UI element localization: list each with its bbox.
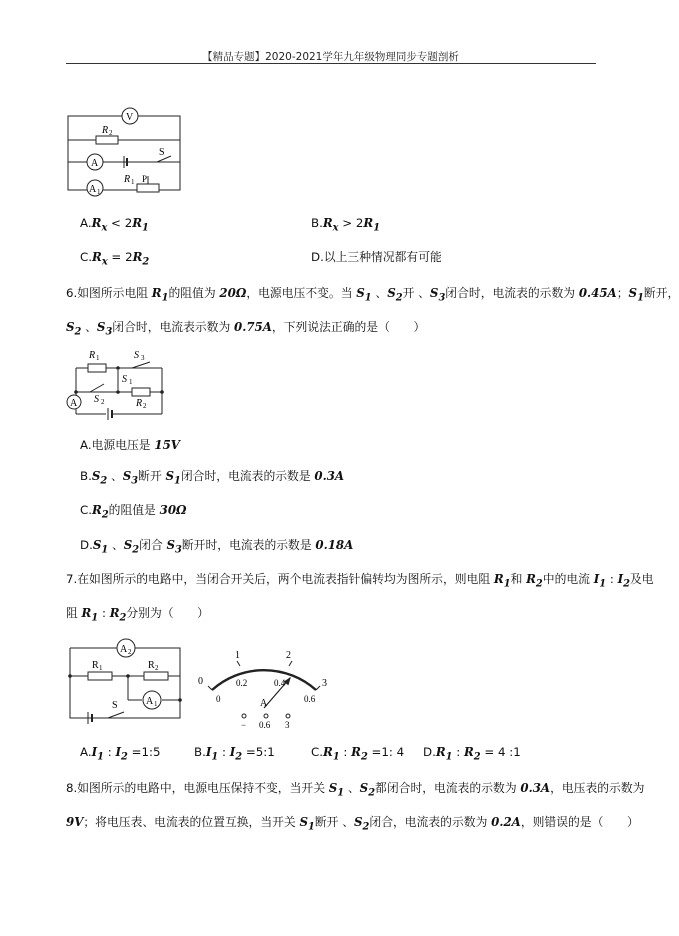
q6-option-a[interactable]: A.电源电压是 15V bbox=[80, 438, 180, 452]
terminal-neg: − bbox=[241, 720, 247, 730]
q7-question-line1: 7.在如图所示的电路中，当闭合开关后，两个电流表指针偏转均为图所示，则电阻 $R_1$和 $R_2$中的电流 $I_1$ : $I_2$及电 bbox=[66, 572, 654, 590]
q6-option-b[interactable]: $B.S_2$ 、$S_3$断开 $S_1$闭合时，电流表的示数是 0.3A bbox=[80, 469, 345, 487]
dial-big-0: 0 bbox=[198, 676, 203, 687]
svg-text:1: 1 bbox=[129, 378, 133, 386]
q7-question-line2: 阻 $R_1$ : $R_2$分别为（ ） bbox=[66, 606, 209, 624]
q6-question-line1: 6.如图所示电阻 $R_1$的阻值为 20Ω，电源电压不变。当 $S_1$ 、$S_2$开 、$S_3$闭合时，电流表的示数为 0.45A；$S_1$断开， bbox=[66, 286, 679, 304]
q5-circuit-diagram bbox=[62, 100, 192, 196]
q5-option-a[interactable]: $A.R_x < 2R_1$ bbox=[80, 216, 149, 234]
q6-r1-label: R bbox=[89, 350, 96, 361]
q8-question-line2: 9V；将电压表、电流表的位置互换，当开关 $S_1$断开 、$S_2$闭合，电流表的示数为 0.2A，则错误的是（ ） bbox=[66, 815, 639, 833]
q7-option-b[interactable]: $B.I_1$ : $I_2$ =5:1 bbox=[194, 745, 275, 763]
svg-text:2: 2 bbox=[109, 129, 113, 137]
q7-r1-label: R bbox=[92, 660, 99, 671]
q6-s3-label: S bbox=[134, 350, 139, 361]
q7-switch-label: S bbox=[112, 700, 118, 711]
svg-text:2: 2 bbox=[101, 398, 105, 406]
dial-big-3: 3 bbox=[322, 678, 327, 689]
q5-option-b[interactable]: $B.R_x > 2R_1$ bbox=[311, 216, 381, 234]
terminal-3: 3 bbox=[285, 720, 290, 730]
terminal-06: 0.6 bbox=[259, 720, 271, 730]
dial-small-2: 0.4 bbox=[274, 678, 286, 688]
dial-unit: A bbox=[260, 698, 268, 709]
q5-r1-label: R bbox=[124, 174, 131, 185]
page-header: 【精品专题】2020-2021学年九年级物理同步专题剖析 bbox=[202, 51, 459, 63]
dial-big-2: 2 bbox=[286, 650, 291, 661]
q5-a-label: A bbox=[91, 158, 99, 169]
q5-r2-label: R bbox=[102, 125, 109, 136]
svg-text:1: 1 bbox=[96, 354, 100, 362]
q6-option-d[interactable]: $D.S_1$ 、$S_2$闭合 $S_3$断开时，电流表的示数是 0.18A bbox=[80, 538, 354, 556]
q6-r2-label: R bbox=[136, 398, 143, 409]
q6-s1-label: S bbox=[122, 374, 127, 385]
q8-question-line1: 8.如图所示的电路中，电源电压保持不变，当开关 $S_1$ 、$S_2$都闭合时，电流表的示数为 0.3A，电压表的示数为 bbox=[66, 781, 645, 799]
q7-a2-label: A bbox=[120, 644, 128, 655]
q7-a1-label: A bbox=[146, 696, 154, 707]
dial-small-1: 0.2 bbox=[236, 678, 248, 688]
svg-text:1: 1 bbox=[154, 700, 158, 708]
q7-option-d[interactable]: $D.R_1$ : $R_2 = 4$ :1 bbox=[423, 745, 521, 763]
dial-big-1: 1 bbox=[235, 650, 240, 661]
svg-text:2: 2 bbox=[155, 664, 159, 672]
svg-text:1: 1 bbox=[131, 178, 135, 186]
header-rule bbox=[66, 63, 596, 64]
q6-question-line2: $S_2$ 、$S_3$闭合时，电流表示数为 0.75A，下列说法正确的是（ ） bbox=[66, 320, 426, 338]
q5-v-label: V bbox=[126, 112, 134, 123]
svg-text:1: 1 bbox=[97, 188, 101, 196]
svg-text:1: 1 bbox=[99, 664, 103, 672]
q6-s2-label: S bbox=[94, 394, 99, 405]
q7-r2-label: R bbox=[148, 660, 155, 671]
q5-switch-label: S bbox=[159, 147, 165, 158]
dial-small-3: 0.6 bbox=[304, 694, 316, 704]
q5-a1-label: A bbox=[89, 184, 97, 195]
q5-p-label: P bbox=[142, 174, 148, 184]
ammeter-dial-figure bbox=[194, 644, 334, 732]
q7-option-c[interactable]: $C.R_1$ : $R_2 =1$: 4 bbox=[311, 745, 405, 763]
q5-option-d[interactable]: D.以上三种情况都有可能 bbox=[311, 250, 442, 264]
q6-a-label: A bbox=[70, 398, 78, 409]
svg-text:3: 3 bbox=[141, 354, 145, 362]
q5-option-c[interactable]: $C.R_x = 2R_2$ bbox=[80, 250, 150, 268]
q6-option-c[interactable]: $C.R_2$的阻值是 30Ω bbox=[80, 503, 187, 521]
q6-circuit-diagram bbox=[62, 344, 172, 424]
q7-option-a[interactable]: $A.I_1$ : $I_2$ =1:5 bbox=[80, 745, 161, 763]
svg-text:2: 2 bbox=[128, 648, 132, 656]
q7-circuit-diagram bbox=[64, 634, 186, 722]
svg-text:2: 2 bbox=[143, 402, 147, 410]
dial-small-0: 0 bbox=[216, 694, 221, 704]
